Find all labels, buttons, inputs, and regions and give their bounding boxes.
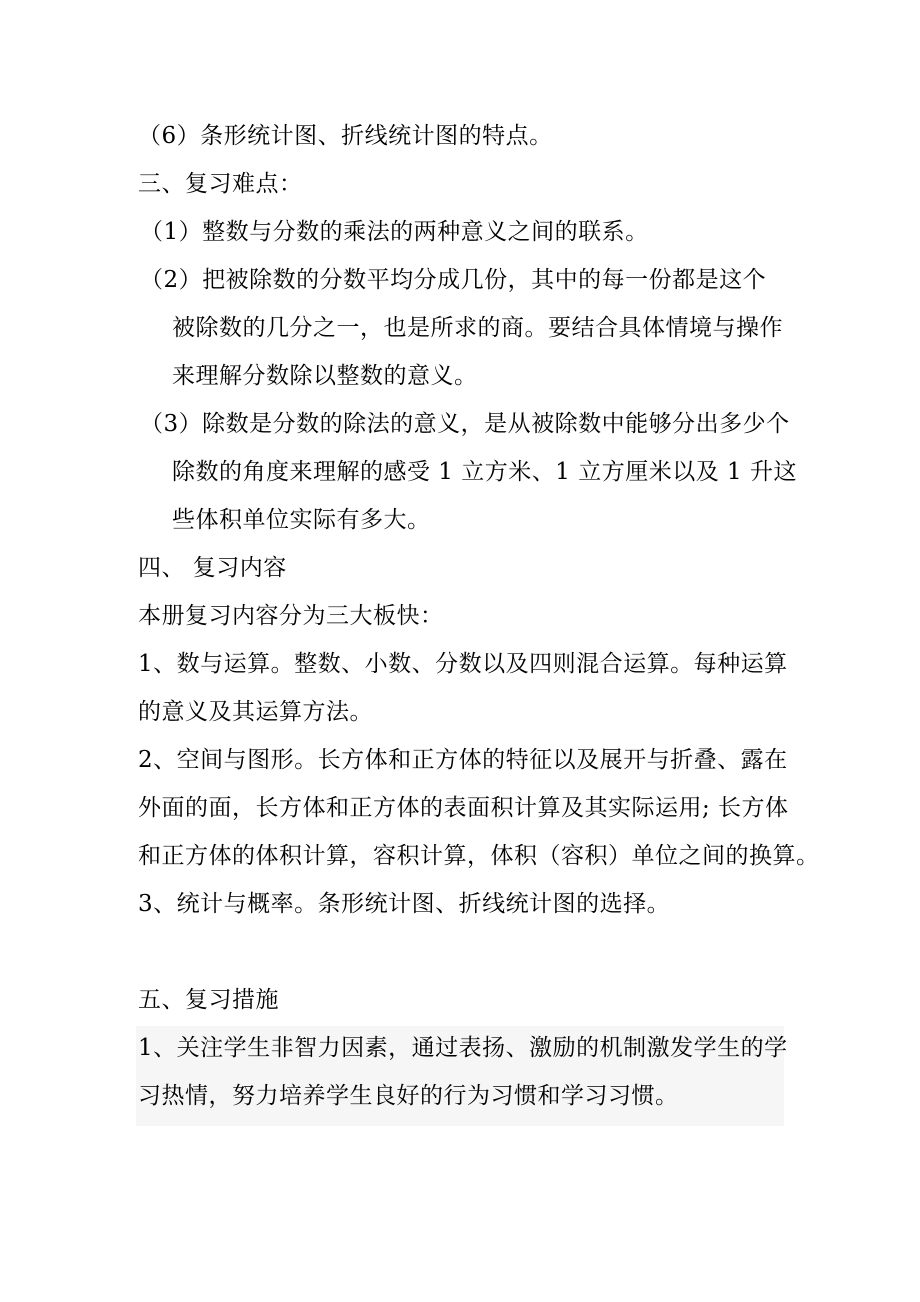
section-heading: 三、复习难点： xyxy=(138,171,303,197)
text-line: 和正方体的体积计算，容积计算，体积（容积）单位之间的换算。 xyxy=(138,843,820,869)
text-line: （2）把被除数的分数平均分成几份，其中的每一份都是这个 xyxy=(140,267,767,293)
text-line: （6）条形统计图、折线统计图的特点。 xyxy=(138,123,553,149)
text-line: 外面的面，长方体和正方体的表面积计算及其实际运用; 长方体 xyxy=(138,795,789,821)
text-line: 3、统计与概率。条形统计图、折线统计图的选择。 xyxy=(138,891,671,917)
text-line: （3）除数是分数的除法的意义，是从被除数中能够分出多少个 xyxy=(140,411,790,437)
text-line: 习热情，努力培养学生良好的行为习惯和学习习惯。 xyxy=(138,1083,679,1109)
text-line: （1）整数与分数的乘法的两种意义之间的联系。 xyxy=(140,219,649,245)
text-line: 来理解分数除以整数的意义。 xyxy=(172,363,478,389)
text-line: 被除数的几分之一，也是所求的商。要结合具体情境与操作 xyxy=(172,315,783,341)
section-heading: 四、 复习内容 xyxy=(138,555,287,581)
section-heading: 五、复习措施 xyxy=(138,987,279,1013)
text-line: 2、空间与图形。长方体和正方体的特征以及展开与折叠、露在 xyxy=(138,747,788,773)
text-line: 本册复习内容分为三大板快： xyxy=(138,603,444,629)
text-line: 1、关注学生非智力因素，通过表扬、激励的机制激发学生的学 xyxy=(138,1035,788,1061)
text-line: 除数的角度来理解的感受 1 立方米、1 立方厘米以及 1 升这 xyxy=(172,459,797,485)
text-line: 些体积单位实际有多大。 xyxy=(172,507,431,533)
text-line: 1、数与运算。整数、小数、分数以及四则混合运算。每种运算 xyxy=(138,651,788,677)
text-line: 的意义及其运算方法。 xyxy=(138,699,373,725)
